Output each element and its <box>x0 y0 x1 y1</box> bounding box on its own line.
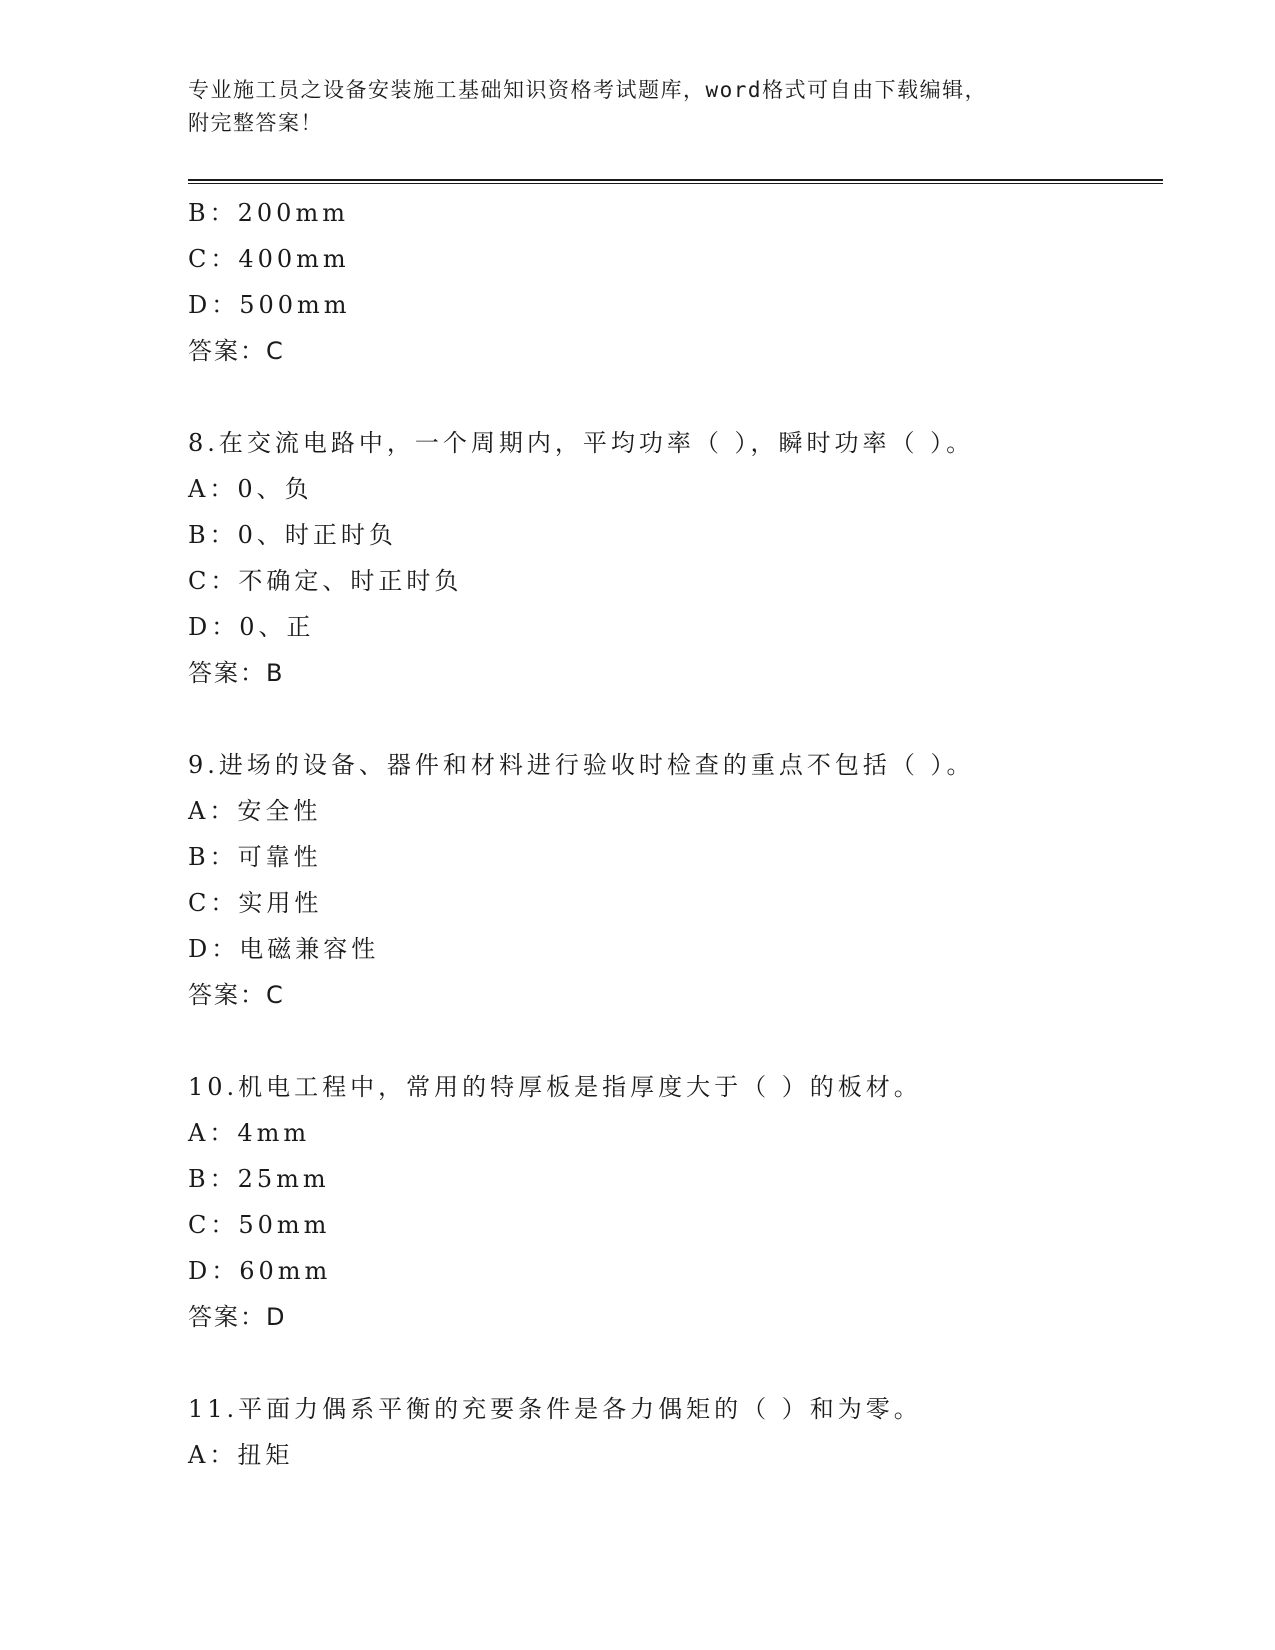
question-list <box>188 190 1168 1478</box>
answer-line: 答案：C <box>188 981 285 1009</box>
header-divider-thick <box>188 179 1163 181</box>
question-block-11 <box>188 1386 1168 1478</box>
question-block-7 <box>188 190 1168 374</box>
option-c: C：400mm <box>188 245 350 273</box>
question-block-10 <box>188 1064 1168 1340</box>
option-a: A：安全性 <box>188 797 322 825</box>
question-text: 9.进场的设备、器件和材料进行验收时检查的重点不包括（ ）。 <box>188 751 975 779</box>
option-d: D：电磁兼容性 <box>188 935 380 963</box>
option-b: B：25mm <box>188 1165 330 1193</box>
option-d: D：60mm <box>188 1257 332 1285</box>
header-line-2: 附完整答案！ <box>188 111 323 135</box>
question-block-9 <box>188 742 1168 1018</box>
option-d: D：0、正 <box>188 613 315 641</box>
option-b: B：可靠性 <box>188 843 322 871</box>
option-c: C：实用性 <box>188 889 323 917</box>
option-d: D：500mm <box>188 291 351 319</box>
header-line-1: 专业施工员之设备安装施工基础知识资格考试题库，word格式可自由下载编辑， <box>188 78 988 102</box>
option-a: A：扭矩 <box>188 1441 294 1469</box>
header-divider-thin <box>188 183 1163 184</box>
question-text: 11.平面力偶系平衡的充要条件是各力偶矩的（ ）和为零。 <box>188 1395 922 1423</box>
question-block-8 <box>188 420 1168 696</box>
option-c: C：50mm <box>188 1211 331 1239</box>
question-text: 10.机电工程中，常用的特厚板是指厚度大于（ ）的板材。 <box>188 1073 922 1101</box>
spacer <box>188 1340 1168 1386</box>
spacer <box>188 696 1168 742</box>
option-b: B：200mm <box>188 199 349 227</box>
document-header <box>188 74 1088 140</box>
answer-line: 答案：C <box>188 337 285 365</box>
answer-line: 答案：B <box>188 659 285 687</box>
option-b: B：0、时正时负 <box>188 521 397 549</box>
answer-line: 答案：D <box>188 1303 287 1331</box>
option-a: A：0、负 <box>188 475 313 503</box>
spacer <box>188 1018 1168 1064</box>
option-a: A：4mm <box>188 1119 311 1147</box>
option-c: C：不确定、时正时负 <box>188 567 463 595</box>
spacer <box>188 374 1168 420</box>
question-text: 8.在交流电路中，一个周期内，平均功率（ ），瞬时功率（ ）。 <box>188 429 975 457</box>
